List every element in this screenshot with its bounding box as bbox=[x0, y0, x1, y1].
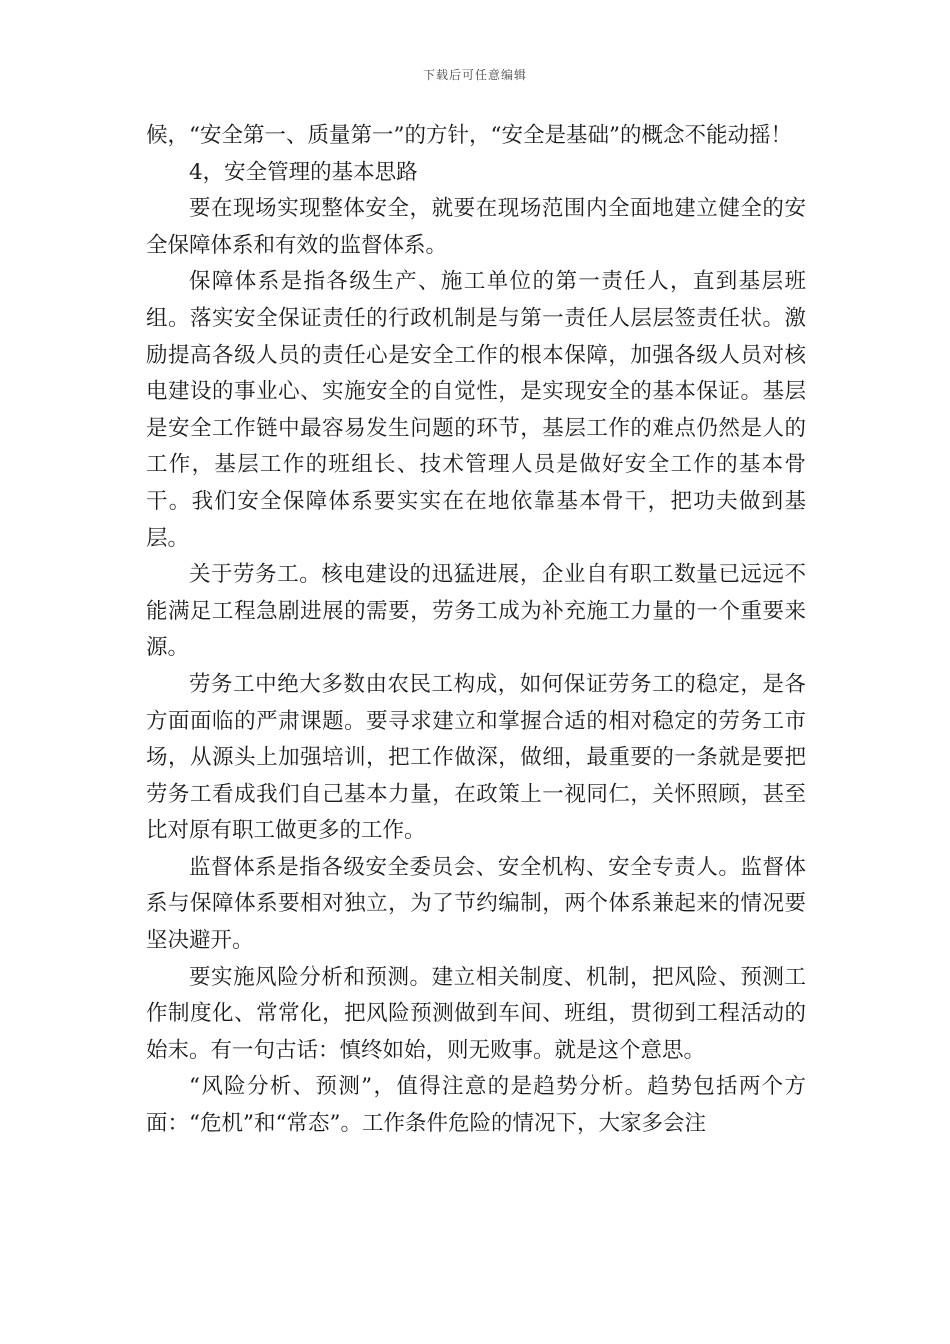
page-header: 下载后可任意编辑 bbox=[422, 68, 527, 82]
paragraph: 要实施风险分析和预测。建立相关制度、机制，把风险、预测工作制度化、常常化，把风险预测做到车间、班组，贯彻到工程活动的始末。有一句古话：慎终如始，则无败事。就是这个意思。 bbox=[146, 964, 806, 1063]
paragraph-continuation: 候，“安全第一、质量第一”的方针，“安全是基础”的概念不能动摇！ bbox=[146, 123, 792, 148]
paragraph: “风险分析、预测”，值得注意的是趋势分析。趋势包括两个方面：“危机”和“常态”。工作条件危险的情况下，大家多会注 bbox=[146, 1074, 806, 1137]
paragraph: 监督体系是指各级安全委员会、安全机构、安全专责人。监督体系与保障体系要相对独立，为了节约编制，两个体系兼起来的情况要坚决避开。 bbox=[146, 854, 806, 954]
paragraph: 劳务工中绝大多数由农民工构成，如何保证劳务工的稳定，是各方面面临的严肃课题。要寻求建立和掌握合适的相对稳定的劳务工市场，从源头上加强培训，把工作做深，做细，最重要的一条就是要把劳务工看成我们自己基本力量，在政策上一视同仁，关怀照顾，甚至比对原有职工做更多的工作。 bbox=[146, 671, 806, 844]
paragraph: 保障体系是指各级生产、施工单位的第一责任人，直到基层班组。落实安全保证责任的行政机制是与第一责任人层层签责任状。激励提高各级人员的责任心是安全工作的根本保障，加强各级人员对核电建设的事业心、实施安全的自觉性，是实现安全的基本保证。基层是安全工作链中最容易发生问题的环节，基层工作的难点仍然是人的工作，基层工作的班组长、技术管理人员是做好安全工作的基本骨干。我们安全保障体系要实实在在地依靠基本骨干，把功夫做到基层。 bbox=[146, 269, 806, 551]
paragraph: 关于劳务工。核电建设的迅猛进展，企业自有职工数量已远远不能满足工程急剧进展的需要，劳务工成为补充施工力量的一个重要来源。 bbox=[146, 562, 806, 661]
paragraph: 要在现场实现整体安全，就要在现场范围内全面地建立健全的安全保障体系和有效的监督体系。 bbox=[146, 196, 806, 258]
section-heading: 4，安全管理的基本思路 bbox=[189, 159, 418, 185]
document-body bbox=[146, 118, 806, 1143]
